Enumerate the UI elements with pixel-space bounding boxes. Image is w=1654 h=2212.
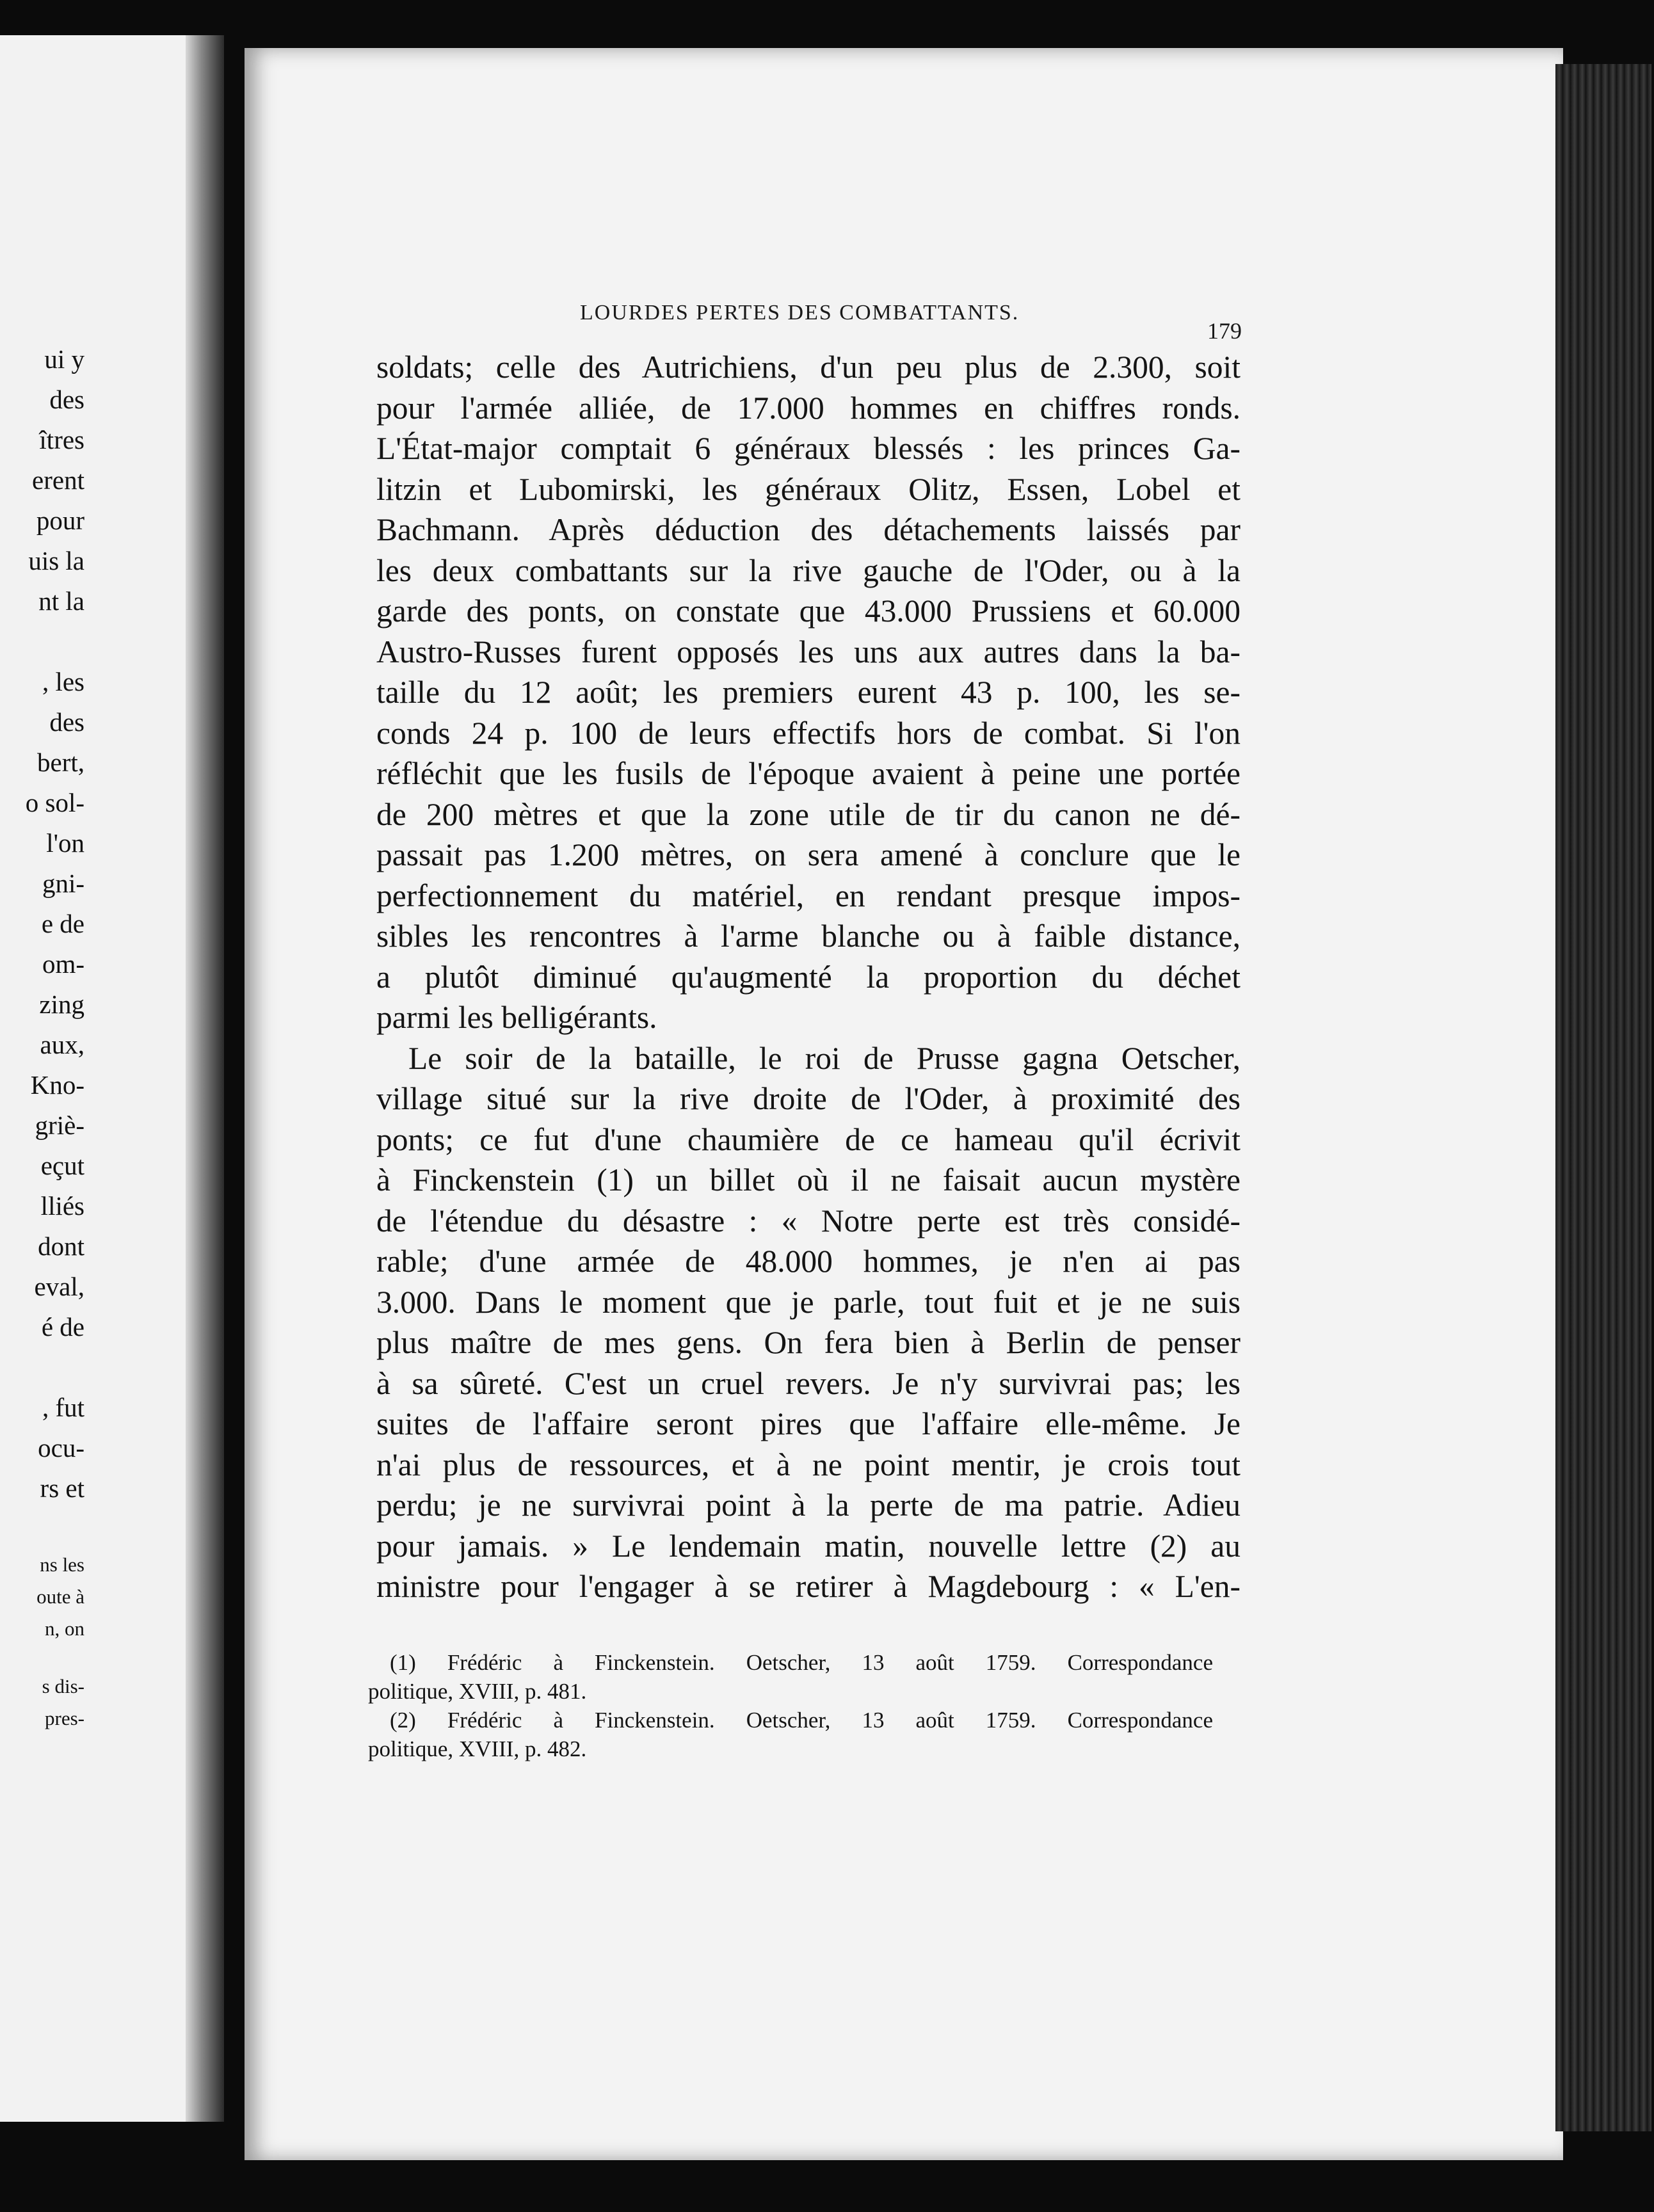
text-line: passait pas 1.200 mètres, on sera amené à conclure que le (376, 837, 1240, 872)
fragment-line: Kno- (30, 1070, 84, 1100)
text-line: ministre pour l'engager à se retirer à Magdebourg : « L'en- (376, 1569, 1240, 1604)
fragment-line (0, 621, 84, 662)
fragment-line: aux, (40, 1030, 84, 1059)
fragment-line: nt la (38, 586, 84, 616)
text-line: Bachmann. Après déduction des détachements laissés par (376, 512, 1240, 547)
footnote-1: (1) Frédéric à Finckenstein. Oetscher, 13 août 1759. Correspondance (390, 1650, 1213, 1675)
fragment-line: îtres (39, 425, 84, 454)
previous-page-note-fragments (0, 1549, 84, 1735)
text-line: Le soir de la bataille, le roi de Prusse gagna Oetscher, (408, 1040, 1240, 1076)
fragment-line: griè- (35, 1110, 84, 1140)
fragment-line: rs et (40, 1473, 84, 1503)
text-line: pour jamais. » Le lendemain matin, nouvelle lettre (2) au (376, 1528, 1240, 1564)
fragment-line (0, 1347, 84, 1388)
text-line: litzin et Lubomirski, les généraux Olitz, Essen, Lobel et (376, 471, 1240, 507)
previous-page-text-fragments (0, 339, 84, 1509)
fragment-line: om- (42, 949, 84, 979)
book-gutter (186, 35, 224, 2122)
text-line: sibles les rencontres à l'arme blanche ou à faible distance, (376, 918, 1240, 954)
footnote-2: (2) Frédéric à Finckenstein. Oetscher, 13 août 1759. Correspondance (390, 1708, 1213, 1733)
text-line: n'ai plus de ressources, et à ne point mentir, je crois tout (376, 1447, 1240, 1482)
fragment-line: erent (32, 465, 84, 495)
note-fragment (0, 1645, 84, 1671)
fragment-line: e de (41, 909, 84, 938)
text-line: village situé sur la rive droite de l'Oder, à proximité des (376, 1081, 1240, 1116)
fragment-line: é de (41, 1312, 84, 1342)
text-line: garde des ponts, on constate que 43.000 Prussiens et 60.000 (376, 593, 1240, 629)
fragment-line: ui y (44, 344, 84, 374)
page-number: 179 (1207, 318, 1242, 344)
page-edges (1555, 64, 1651, 2131)
text-line: à Finckenstein (1) un billet où il ne faisait aucun mystère (376, 1162, 1240, 1198)
text-line: suites de l'affaire seront pires que l'affaire elle-même. Je (376, 1406, 1240, 1441)
text-line: les deux combattants sur la rive gauche de l'Oder, ou à la (376, 552, 1240, 588)
fragment-line: o sol- (25, 788, 84, 817)
fragment-line: , les (42, 667, 84, 696)
fragment-line: eçut (40, 1151, 84, 1180)
text-line: a plutôt diminué qu'augmenté la proportion du déchet (376, 959, 1240, 995)
note-fragment: pres- (45, 1707, 84, 1729)
text-line: 3.000. Dans le moment que je parle, tout fuit et je ne suis (376, 1284, 1240, 1320)
running-header: LOURDES PERTES DES COMBATTANTS. (580, 301, 1020, 325)
fragment-line: bert, (37, 748, 84, 777)
note-fragment: n, on (45, 1617, 84, 1640)
text-line: de 200 mètres et que la zone utile de tir du canon ne dé- (376, 796, 1240, 832)
fragment-line: , fut (42, 1393, 84, 1422)
text-line: perfectionnement du matériel, en rendant presque impos- (376, 878, 1240, 913)
note-fragment: s dis- (42, 1675, 84, 1697)
text-line: plus maître de mes gens. On fera bien à Berlin de penser (376, 1325, 1240, 1360)
fragment-line: ocu- (38, 1433, 84, 1463)
text-line: pour l'armée alliée, de 17.000 hommes en chiffres ronds. (376, 390, 1240, 426)
text-line: réfléchit que les fusils de l'époque avaient à peine une portée (376, 756, 1240, 791)
fragment-line: des (49, 707, 84, 737)
fragment-line: pour (36, 506, 84, 535)
text-line: L'État-major comptait 6 généraux blessés : les princes Ga- (376, 431, 1240, 466)
fragment-line: eval, (34, 1272, 84, 1301)
note-fragment: ns les (40, 1553, 84, 1576)
text-line: perdu; je ne survivrai point à la perte de ma patrie. Adieu (376, 1487, 1240, 1523)
fragment-line: zing (39, 990, 84, 1019)
text-line: conds 24 p. 100 de leurs effectifs hors de combat. Si l'on (376, 715, 1240, 751)
note-fragment: oute à (36, 1585, 84, 1608)
text-line: soldats; celle des Autrichiens, d'un peu plus de 2.300, soit (376, 349, 1240, 385)
text-line: Austro-Russes furent opposés les uns aux autres dans la ba- (376, 634, 1240, 669)
footnotes (368, 1648, 1213, 1763)
fragment-line: des (49, 385, 84, 414)
footnote-2-continued: politique, XVIII, p. 482. (368, 1736, 587, 1761)
footnote-1-continued: politique, XVIII, p. 481. (368, 1679, 587, 1704)
fragment-line: dont (38, 1231, 84, 1261)
fragment-line: uis la (28, 546, 84, 575)
body-text (376, 347, 1240, 1607)
text-line: rable; d'une armée de 48.000 hommes, je n'en ai pas (376, 1244, 1240, 1279)
text-line: ponts; ce fut d'une chaumière de ce hameau qu'il écrivit (376, 1121, 1240, 1157)
text-line: à sa sûreté. C'est un cruel revers. Je n'y survivrai pas; les (376, 1365, 1240, 1401)
text-line: de l'étendue du désastre : « Notre perte est très considé- (376, 1203, 1240, 1238)
fragment-line: gni- (42, 869, 84, 898)
fragment-line: l'on (46, 828, 84, 858)
text-line: parmi les belligérants. (376, 1000, 657, 1035)
text-line: taille du 12 août; les premiers eurent 43 p. 100, les se- (376, 675, 1240, 710)
fragment-line: lliés (40, 1191, 84, 1221)
